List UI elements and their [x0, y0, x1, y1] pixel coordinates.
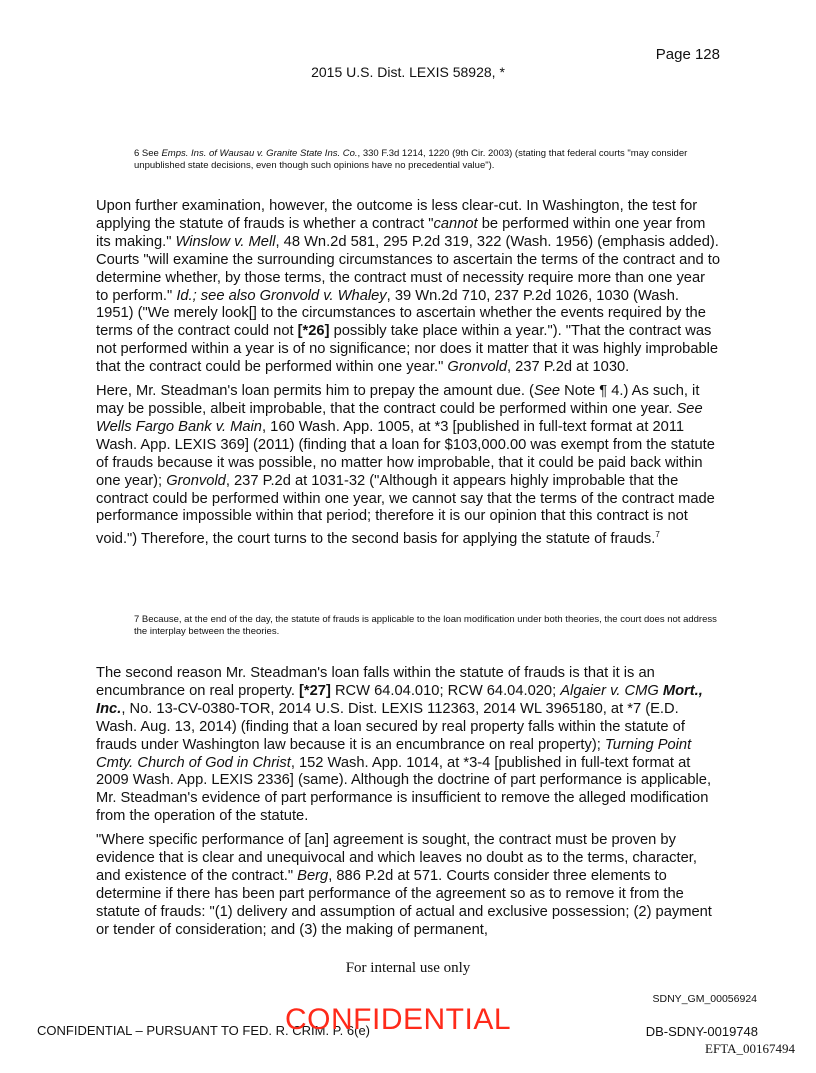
text-run: , 39 Wn.2d 710, 237 P.2d 1026, 1030 (Wash. 1951) ("We merely look[] to the circumstances to ascertain whether the events required by the terms of the contract could not — [96, 287, 706, 340]
footnote-7: 7 Because, at the end of the day, the statute of frauds is applicable to the loan modification under both theories, the court does not address the interplay between the theories. — [134, 614, 717, 637]
paragraph-1 — [96, 198, 720, 377]
case-citation: Winslow v. Mell — [175, 233, 276, 250]
case-citation: Id.; see also Gronvold v. Whaley — [176, 287, 387, 304]
efta-number: EFTA_00167494 — [705, 1041, 795, 1056]
case-citation: Berg — [297, 867, 329, 884]
footnote-6-text: , 330 F.3d 1214, 1220 (9th Cir. 2003) (stating that federal courts "may consider unpublished state decisions, even though such opinions have no precedential value"). — [134, 148, 688, 171]
emphasis: cannot — [433, 215, 478, 232]
text-run: , 886 P.2d at 571. Courts consider three elements to determine if there has been part performance of the agreement so as to remove it from the statute of frauds: "(1) delivery and assumption of actual and exclusive possession; (2) payment or tender of consideration; and (3) the making of permanent, — [96, 867, 712, 938]
internal-use-notice: For internal use only — [345, 960, 471, 976]
opinion-body-upper — [96, 198, 720, 555]
case-citation: Gronvold — [447, 359, 507, 376]
text-run: Here, Mr. Steadman's loan permits him to prepay the amount due. ( — [96, 383, 534, 400]
confidential-notice: CONFIDENTIAL – PURSUANT TO FED. R. CRIM. P. 6(e) — [37, 1023, 371, 1038]
text-run: , 237 P.2d at 1031-32 ("Although it appears highly improbable that the contract could be performed within one year, we cannot say that the terms of the contract made performance impossible within that period; therefore it is our opinion that this contract is not void.") Therefore, the court turns to the second basis for applying the statute of frauds. — [96, 472, 715, 548]
footnote-6-case: Emps. Ins. of Wausau v. Granite State Ins. Co. — [161, 148, 358, 159]
text-run: , 160 Wash. App. 1005, at *3 [published in full-text format at 2011 Wash. App. LEXIS 369] (2011) (finding that a loan for $103,000.00 was exempt from the statute of frauds because it was possible, no matter how improbable, that it could be paid back within one year); — [96, 418, 715, 489]
text-run: , 152 Wash. App. 1014, at *3-4 [published in full-text format at 2009 Wash. App. LEXIS 2336] (same). Although the doctrine of part performance is applicable, Mr. Steadman's evidence of part performance is insufficient to remove the alleged modification from the operation of the statute. — [96, 754, 712, 825]
confidential-stamp: CONFIDENTIAL — [285, 1003, 512, 1036]
case-citation: Gronvold — [166, 472, 226, 489]
bates-number-db: DB-SDNY-0019748 — [645, 1024, 758, 1039]
star-page-marker: [*27] — [299, 682, 331, 699]
text-run: , 48 Wn.2d 581, 295 P.2d 319, 322 (Wash. 1956) (emphasis added). Courts "will examine the surrounding circumstances to ascertain the terms of the contract and to determine whether, by those terms, the contract must of necessity require more than one year to perform." — [96, 233, 721, 304]
case-citation: Algaier v. CMG — [560, 682, 663, 699]
opinion-body-lower — [96, 665, 720, 946]
paragraph-2 — [96, 383, 720, 549]
signal: See — [533, 383, 561, 400]
text-run: "Where specific performance of [an] agreement is sought, the contract must be proven by evidence that is clear and unequivocal and which leaves no doubt as to the terms, character, and existence of the contract." — [96, 832, 697, 884]
paragraph-4 — [96, 832, 720, 939]
text-run: , No. 13-CV-0380-TOR, 2014 U.S. Dist. LEXIS 112363, 2014 WL 3965180, at *7 (E.D. Wash. Aug. 13, 2014) (finding that a loan secured by real property falls within the statute of frauds under Washington law because it is an encumbrance on real property); — [96, 700, 685, 753]
star-page-marker: [*26] — [297, 323, 330, 340]
text-run: Upon further examination, however, the outcome is less clear-cut. In Washington, the test for applying the statute of frauds is whether a contract " — [96, 198, 698, 232]
text-run: Note ¶ 4.) As such, it may be possible, albeit improbable, that the contract could be performed within one year. — [96, 383, 700, 417]
paragraph-3 — [96, 665, 720, 826]
footnote-6-text: 6 See — [134, 148, 162, 159]
running-header-citation: 2015 U.S. Dist. LEXIS 58928, * — [311, 64, 505, 80]
text-run: , 237 P.2d at 1030. — [507, 359, 630, 376]
case-citation: Turning Point Cmty. Church of God in Christ — [96, 736, 692, 771]
text-run: be performed within one year from its making." — [96, 215, 706, 250]
bates-number-gm: SDNY_GM_00056924 — [652, 993, 757, 1005]
page-number: Page 128 — [655, 46, 720, 63]
case-citation: See Wells Fargo Bank v. Main — [96, 400, 703, 435]
footnote-ref: 7 — [655, 530, 660, 540]
text-run: RCW 64.04.010; RCW 64.04.020; — [330, 682, 561, 699]
footnote-6 — [134, 148, 724, 172]
case-citation-bold: Mort., Inc. — [96, 682, 703, 717]
text-run: possibly take place within a year."). "That the contract was not performed within a year is of no significance; nor does it matter that it was highly improbable that the contract could be performed within one year." — [96, 323, 719, 376]
text-run: The second reason Mr. Steadman's loan falls within the statute of frauds is that it is an encumbrance on real property. — [96, 665, 655, 699]
